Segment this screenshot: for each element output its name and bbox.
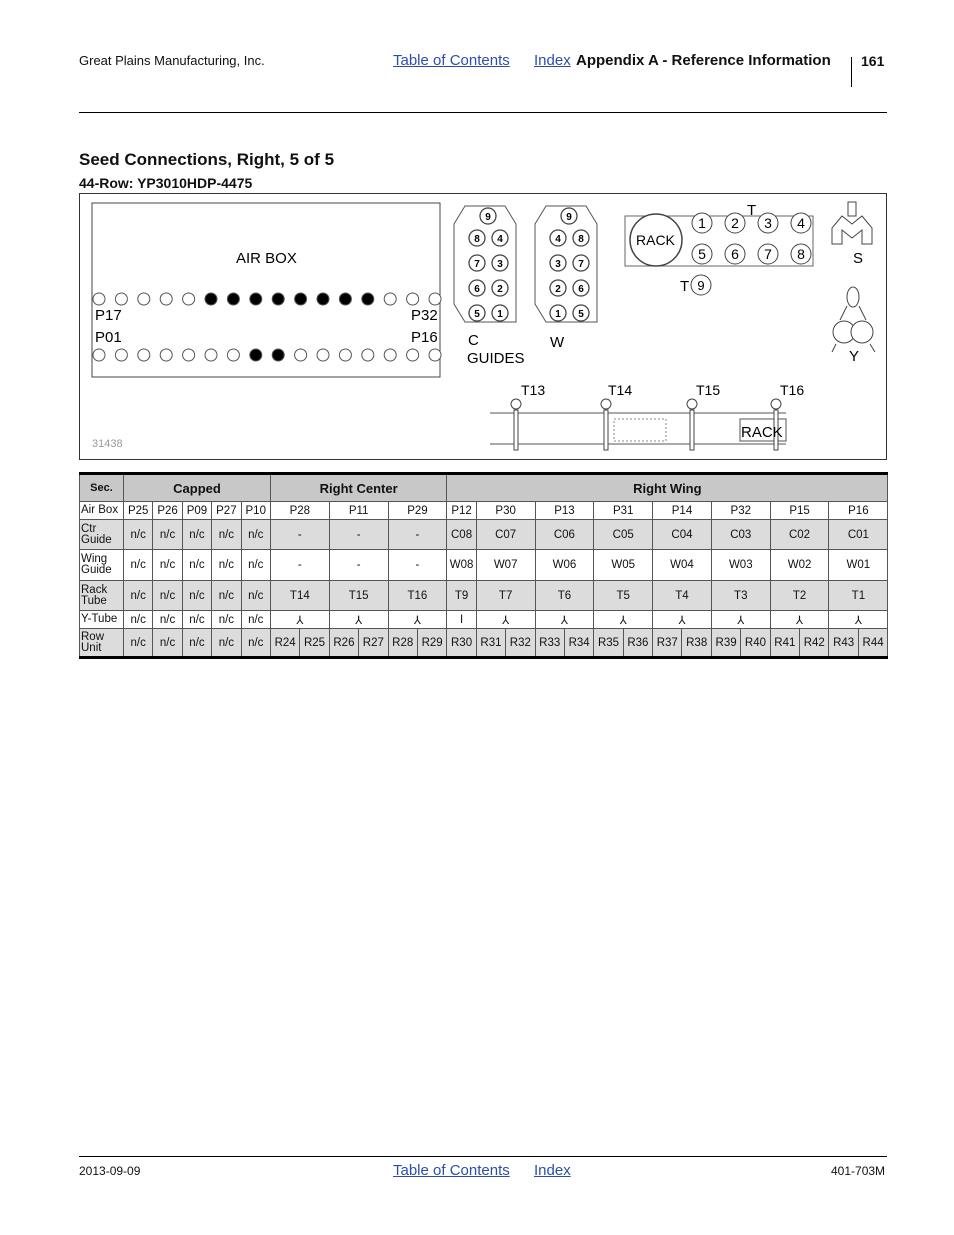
table-cell: P29 [388,502,447,520]
table-cell: R44 [858,629,888,658]
figure-number: 31438 [92,438,123,450]
air-box-port-top [160,293,172,305]
table-cell: n/c [212,581,241,611]
c-guide-port-number: 4 [497,234,503,245]
table-cell: R36 [623,629,652,658]
table-cell: W02 [770,550,829,581]
air-box-port-bottom [183,349,195,361]
w-guide-port-number: 6 [578,284,584,295]
rack-port-number: 2 [731,215,739,231]
port-label-p17: P17 [95,307,122,324]
table-cell: P15 [770,502,829,520]
footer-toc-link[interactable]: Table of Contents [393,1162,510,1179]
y-tube-icon [832,287,875,352]
tube-label-t15: T15 [696,382,721,398]
air-box-port-bottom [429,349,441,361]
table-header-row [80,474,888,502]
table-cell: T9 [447,581,476,611]
w-guide-port-number: 8 [578,234,584,245]
section-title: Appendix A - Reference Information [576,52,831,69]
header-divider [851,57,852,87]
c-guide-port-number: 6 [474,284,480,295]
c-guide-port-number: 1 [497,309,503,320]
table-cell: P16 [829,502,888,520]
table-cell: R34 [564,629,593,658]
air-box-port-bottom [227,349,239,361]
table-cell: C03 [711,520,770,550]
table-cell: n/c [182,550,211,581]
company-name: Great Plains Manufacturing, Inc. [79,53,265,68]
c-guide-port-number: 5 [474,309,480,320]
sec-header: Sec. [80,474,124,502]
air-box-port-top [429,293,441,305]
tube-rack-label: RACK [741,424,783,441]
air-box-port-bottom [362,349,374,361]
table-cell: ⅄ [829,611,888,629]
rack-port-number: 4 [797,215,805,231]
t9-number: 9 [697,278,705,293]
table-cell: R38 [682,629,711,658]
table-cell: n/c [241,520,270,550]
footer-index-link[interactable]: Index [534,1162,571,1179]
w-guide-port-number: 9 [566,212,572,223]
table-cell: n/c [241,611,270,629]
air-box-port-top [115,293,127,305]
table-cell: W08 [447,550,476,581]
air-box-ports-bottom [93,349,441,361]
air-box-port-top [93,293,105,305]
table-cell: P14 [653,502,712,520]
table-cell: R27 [359,629,388,658]
w-guide-port-number: 1 [555,309,561,320]
air-box-port-bottom [250,349,262,361]
rack-port-number: 6 [731,246,739,262]
table-cell: R26 [329,629,358,658]
table-cell: n/c [182,520,211,550]
c-guide-port-number: 7 [474,259,480,270]
table-cell: R30 [447,629,476,658]
s-fitting-icon [832,202,872,244]
air-box-port-bottom [317,349,329,361]
table-cell: R37 [653,629,682,658]
air-box-port-top [362,293,374,305]
table-cell: C08 [447,520,476,550]
table-cell: R31 [476,629,505,658]
table-cell: ⅄ [329,611,388,629]
air-box-ports-top [93,293,441,305]
table-row [80,550,888,581]
table-cell: R39 [711,629,740,658]
table-cell: W01 [829,550,888,581]
footer-doc-number: 401-703M [831,1164,886,1178]
row-label: Wing Guide [80,550,124,581]
table-cell: T14 [270,581,329,611]
table-cell: n/c [241,629,270,658]
table-cell: n/c [182,581,211,611]
table-cell: n/c [153,520,182,550]
table-cell: C07 [476,520,535,550]
table-cell: ⅄ [388,611,447,629]
table-cell: R32 [506,629,535,658]
table-cell: n/c [153,550,182,581]
air-box-port-bottom [407,349,419,361]
c-guide-ports [469,208,508,321]
table-cell: n/c [153,629,182,658]
table-cell: T4 [653,581,712,611]
w-guide-port-number: 2 [555,284,561,295]
index-link[interactable]: Index [534,52,571,69]
group-header-right-center: Right Center [270,474,446,502]
rack-t-label: T [747,202,757,219]
toc-link[interactable]: Table of Contents [393,52,510,69]
table-cell: T5 [594,581,653,611]
t9-label: T [680,278,690,295]
port-label-p32: P32 [411,307,438,324]
table-cell: - [329,520,388,550]
table-row [80,520,888,550]
w-guide-port-number: 4 [555,234,561,245]
table-cell: P26 [153,502,182,520]
air-box-port-top [205,293,217,305]
table-cell: R28 [388,629,417,658]
table-cell: W06 [535,550,594,581]
table-cell: P30 [476,502,535,520]
c-guide-port-number: 8 [474,234,480,245]
rack-tube-fitting [601,399,611,409]
table-cell: n/c [212,611,241,629]
table-cell: P11 [329,502,388,520]
table-cell: C05 [594,520,653,550]
w-guide-port-number: 7 [578,259,584,270]
w-guide-port-number: 3 [555,259,561,270]
air-box-port-top [317,293,329,305]
table-cell: R41 [770,629,799,658]
air-box-port-top [339,293,351,305]
table-cell: C04 [653,520,712,550]
table-cell: P28 [270,502,329,520]
air-box-port-bottom [160,349,172,361]
table-cell: R29 [417,629,446,658]
table-cell: I [447,611,476,629]
table-cell: T16 [388,581,447,611]
w-guide-ports [550,208,589,321]
row-label: Air Box [80,502,124,520]
table-cell: P32 [711,502,770,520]
table-cell: n/c [182,611,211,629]
table-cell: C02 [770,520,829,550]
table-cell: ⅄ [770,611,829,629]
table-cell: n/c [153,611,182,629]
seed-connections-table [79,472,888,659]
c-guide-port-number: 9 [485,212,491,223]
c-guide-port-number: 2 [497,284,503,295]
table-cell: n/c [241,550,270,581]
table-cell: T1 [829,581,888,611]
table-cell: n/c [212,550,241,581]
tube-label-t14: T14 [608,382,633,398]
rack-port-number: 5 [698,246,706,262]
table-cell: T15 [329,581,388,611]
footer-rule [79,1156,887,1157]
table-cell: ⅄ [476,611,535,629]
table-cell: n/c [212,520,241,550]
rack-port-number: 3 [764,215,772,231]
air-box-port-bottom [205,349,217,361]
air-box-port-top [407,293,419,305]
port-label-p01: P01 [95,329,122,346]
air-box-label: AIR BOX [236,250,297,267]
air-box-port-top [227,293,239,305]
table-cell: P12 [447,502,476,520]
air-box-port-bottom [272,349,284,361]
air-box-port-top [183,293,195,305]
table-cell: C01 [829,520,888,550]
page-subtitle: 44-Row: YP3010HDP-4475 [79,175,253,191]
tube-label-t13: T13 [521,382,546,398]
rack-ports-bottom [692,244,811,264]
air-box-port-bottom [115,349,127,361]
table-cell: P27 [212,502,241,520]
air-box-port-top [295,293,307,305]
port-label-p16: P16 [411,329,438,346]
air-box-port-top [384,293,396,305]
c-guide-port-number: 3 [497,259,503,270]
air-box-port-top [250,293,262,305]
table-cell: - [388,520,447,550]
table-cell: P13 [535,502,594,520]
table-cell: ⅄ [711,611,770,629]
table-cell: P09 [182,502,211,520]
page-title: Seed Connections, Right, 5 of 5 [79,150,335,169]
row-label: Rack Tube [80,581,124,611]
guides-label: GUIDES [467,350,525,367]
rack-port-number: 8 [797,246,805,262]
table-cell: ⅄ [653,611,712,629]
table-row [80,502,888,520]
table-cell: W05 [594,550,653,581]
table-cell: R43 [829,629,858,658]
c-guide-label: C [468,332,479,349]
table-body [80,474,888,658]
table-cell: n/c [241,581,270,611]
table-cell: R40 [741,629,770,658]
air-box-port-bottom [384,349,396,361]
table-cell: R33 [535,629,564,658]
air-box-port-top [272,293,284,305]
table-cell: - [388,550,447,581]
rack-tube-fitting [511,399,521,409]
air-box-port-bottom [295,349,307,361]
table-cell: P10 [241,502,270,520]
table-row [80,629,888,658]
rack-port-number: 1 [698,215,706,231]
table-cell: n/c [212,629,241,658]
rack-tube-fitting [687,399,697,409]
table-cell: R35 [594,629,623,658]
s-label: S [853,250,864,267]
header-rule [79,112,887,113]
table-cell: R42 [800,629,829,658]
group-header-capped: Capped [124,474,271,502]
table-cell: ⅄ [535,611,594,629]
table-cell: n/c [124,611,153,629]
table-cell: W07 [476,550,535,581]
table-cell: - [329,550,388,581]
group-header-right-wing: Right Wing [447,474,888,502]
rack-label: RACK [636,232,675,248]
table-cell: n/c [124,581,153,611]
diagram-svg [80,194,886,459]
table-cell: T3 [711,581,770,611]
rack-tube-fitting [771,399,781,409]
row-label: Y-Tube [80,611,124,629]
air-box-port-bottom [339,349,351,361]
air-box-port-top [138,293,150,305]
table-cell: - [270,520,329,550]
table-cell: n/c [124,550,153,581]
table-cell: n/c [153,581,182,611]
rack-port-number: 7 [764,246,772,262]
w-guide-label: W [550,334,565,351]
table-row [80,611,888,629]
table-cell: - [270,550,329,581]
table-cell: P31 [594,502,653,520]
table-cell: ⅄ [270,611,329,629]
air-box-port-bottom [138,349,150,361]
table-cell: P25 [124,502,153,520]
table-cell: W03 [711,550,770,581]
air-box-port-bottom [93,349,105,361]
seed-connection-diagram [79,193,887,460]
y-label: Y [849,348,860,365]
table-cell: T2 [770,581,829,611]
table-cell: C06 [535,520,594,550]
table-cell: n/c [124,520,153,550]
w-guide-port-number: 5 [578,309,584,320]
table-cell: n/c [182,629,211,658]
table-cell: T7 [476,581,535,611]
page-number: 161 [861,53,885,69]
table-cell: W04 [653,550,712,581]
tube-label-t16: T16 [780,382,805,398]
table-cell: R24 [270,629,299,658]
table-cell: n/c [124,629,153,658]
footer-date: 2013-09-09 [79,1164,141,1178]
table-cell: R25 [300,629,329,658]
row-label: Row Unit [80,629,124,658]
table-cell: ⅄ [594,611,653,629]
row-label: Ctr Guide [80,520,124,550]
table-cell: T6 [535,581,594,611]
table-row [80,581,888,611]
